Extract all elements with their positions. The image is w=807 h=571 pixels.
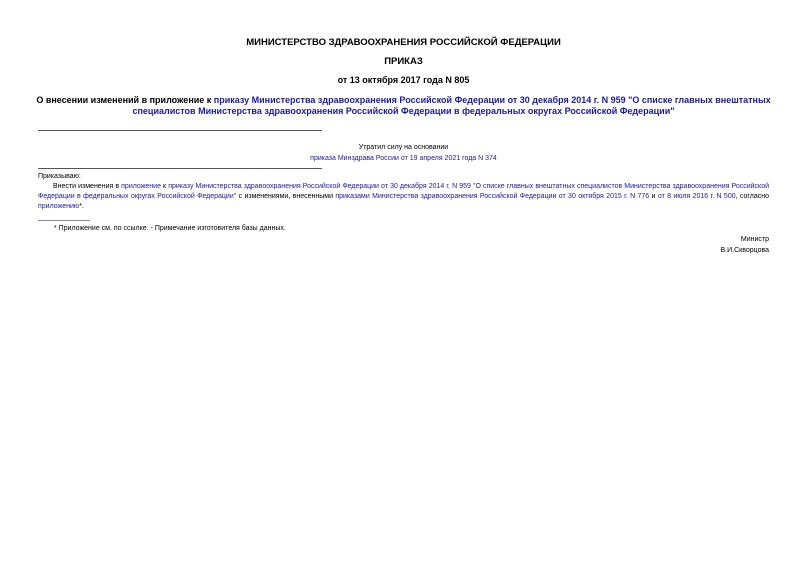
text-segment: и <box>649 193 658 200</box>
order-paragraph <box>38 182 769 212</box>
text-segment: *. <box>79 203 84 210</box>
divider-status <box>38 168 322 169</box>
subject-prefix: О внесении изменений в приложение к <box>36 95 214 105</box>
subject-order-link[interactable]: приказу Министерства здравоохранения Российской Федерации от 30 декабря 2014 г. N 959 "О списке главных внештатных специалистов Министерства здравоохранения Российской Федерации в федеральных округах Российской Федерации" <box>132 95 771 116</box>
divider-top <box>38 130 322 131</box>
text-segment: к <box>160 183 169 190</box>
text-segment: , согласно <box>735 193 770 200</box>
signature-name: В.И.Скворцова <box>720 247 769 254</box>
footnote: * Приложение см. по ссылке. - Примечание изготовителя базы данных. <box>54 225 286 232</box>
lost-force-note: Утратил силу на основании <box>358 144 449 151</box>
attachment-link[interactable]: приложению <box>38 203 80 210</box>
footnote-divider <box>38 220 90 221</box>
appendix-link[interactable]: приложение <box>121 183 161 190</box>
document-subject <box>30 95 777 117</box>
order-500-link[interactable]: от 8 июля 2016 г. N 500 <box>657 193 736 200</box>
order-959-link[interactable]: приказу Министерства здравоохранения Российской Федерации от 30 декабря 2014 г. N 959 "О списке главных внештатных специалистов Министерства здравоохранения Российской Федерации в федеральных округах Российской Федерации" <box>38 183 770 200</box>
order-776-link[interactable]: приказами Министерства здравоохранения Российской Федерации от 30 октября 2015 г. N 776 <box>335 193 650 200</box>
date-number-heading: от 13 октября 2017 года N 805 <box>337 75 470 85</box>
signature-position: Министр <box>740 236 769 243</box>
ministry-heading: МИНИСТЕРСТВО ЗДРАВООХРАНЕНИЯ РОССИЙСКОЙ ФЕДЕРАЦИИ <box>246 37 561 48</box>
text-segment: Внести изменения в <box>53 183 122 190</box>
lost-force-basis-link[interactable]: приказа Минздрава России от 19 апреля 2021 года N 374 <box>310 155 497 162</box>
text-segment: с изменениями, внесенными <box>236 193 336 200</box>
doc-type-heading: ПРИКАЗ <box>384 56 423 67</box>
order-word: Приказываю: <box>38 173 81 180</box>
